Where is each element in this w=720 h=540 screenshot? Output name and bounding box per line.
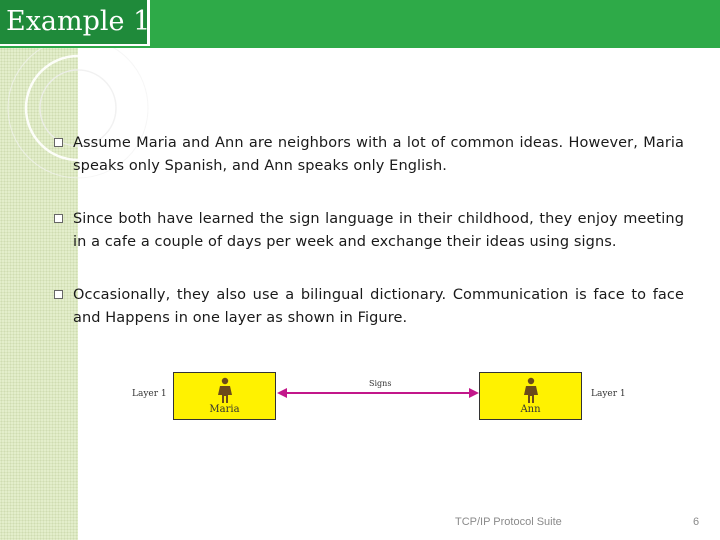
bullet-item xyxy=(54,132,684,178)
bullet-text: Assume Maria and Ann are neighbors with a lot of common ideas. However, Maria speaks only Spanish, and Ann speaks only English. xyxy=(73,135,684,174)
person-icon xyxy=(216,377,234,403)
bullet-text: Occasionally, they also use a bilingual dictionary. Communication is face to face and Happens in one layer as shown in Figure. xyxy=(73,287,684,326)
left-layer-label: Layer 1 xyxy=(132,389,167,399)
right-layer-label: Layer 1 xyxy=(591,389,626,399)
ann-box xyxy=(479,372,582,420)
bullet-item xyxy=(54,208,684,254)
bullet-marker-icon xyxy=(54,214,63,223)
maria-name: Maria xyxy=(209,404,240,415)
communication-figure xyxy=(126,370,636,422)
signs-label: Signs xyxy=(369,379,392,388)
bullet-marker-icon xyxy=(54,290,63,299)
slide-title: Example 1 xyxy=(6,6,151,37)
bullet-list xyxy=(54,132,684,330)
title-box xyxy=(0,0,150,46)
person-icon xyxy=(522,377,540,403)
bullet-text: Since both have learned the sign language in their childhood, they enjoy meeting in a cafe a couple of days per week and exchange their ideas using signs. xyxy=(73,211,684,250)
footer-title: TCP/IP Protocol Suite xyxy=(455,516,562,528)
maria-box xyxy=(173,372,276,420)
ann-name: Ann xyxy=(520,404,541,415)
bullet-item xyxy=(54,284,684,330)
page-number: 6 xyxy=(693,516,700,528)
bidirectional-arrow-icon xyxy=(276,387,480,399)
bullet-marker-icon xyxy=(54,138,63,147)
